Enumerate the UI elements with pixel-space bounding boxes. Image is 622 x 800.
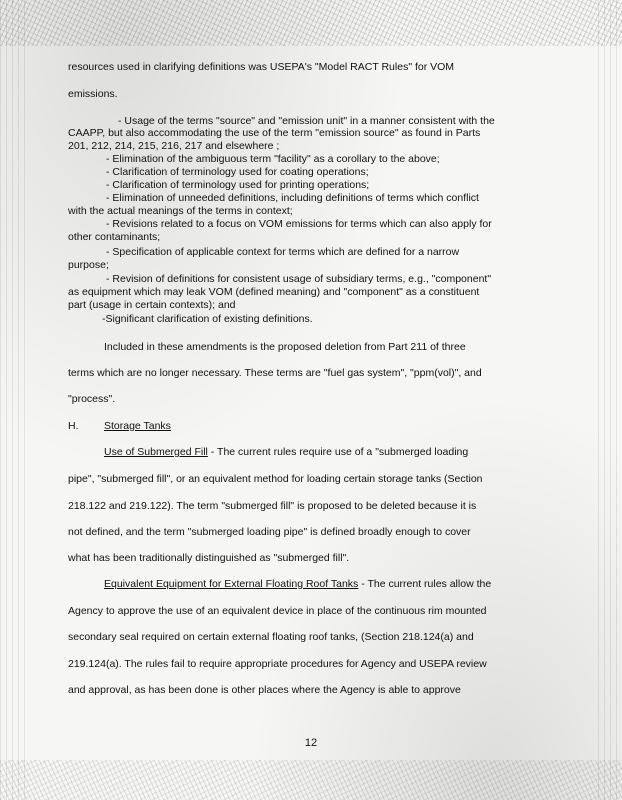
paragraph-line: and approval, as has been done is other places where the Agency is able to approve <box>68 684 461 696</box>
bullet-line: - Revisions related to a focus on VOM emissions for terms which can also apply for <box>106 218 492 230</box>
text-line: emissions. <box>68 88 118 100</box>
paragraph-line <box>104 446 468 459</box>
paragraph-line: what has been traditionally distinguished as "submerged fill". <box>68 552 350 564</box>
bullet-line: -Significant clarification of existing definitions. <box>102 313 313 325</box>
paragraph-line: 218.122 and 219.122). The term "submerged fill" is proposed to be deleted because it is <box>68 500 477 512</box>
paragraph-line: Included in these amendments is the proposed deletion from Part 211 of three <box>104 341 466 353</box>
bullet-line: other contaminants; <box>68 231 161 243</box>
bullet-line: with the actual meanings of the terms in context; <box>68 205 293 217</box>
bullet-line: - Revision of definitions for consistent usage of subsidiary terms, e.g., "component" <box>106 273 492 285</box>
paragraph-text: - The current rules require use of a "submerged loading <box>207 446 469 458</box>
subheading: Use of Submerged Fill <box>104 446 208 458</box>
bullet-line: - Usage of the terms "source" and "emission unit" in a manner consistent with the <box>118 115 495 127</box>
bullet-line: part (usage in certain contexts); and <box>68 299 236 311</box>
paragraph-line: pipe", "submerged fill", or an equivalent method for loading certain storage tanks (Section <box>68 473 483 485</box>
bullet-line: as equipment which may leak VOM (defined meaning) and "component" as a constituent <box>68 286 480 298</box>
paragraph-line: secondary seal required on certain external floating roof tanks, (Section 218.124(a) and <box>68 631 474 643</box>
paragraph-text: - The current rules allow the <box>358 578 492 590</box>
scan-noise-right <box>598 0 622 800</box>
bullet-line: - Clarification of terminology used for printing operations; <box>106 179 370 191</box>
page-number: 12 <box>304 737 318 749</box>
section-heading: Storage Tanks <box>104 420 171 432</box>
bullet-line: purpose; <box>68 259 109 271</box>
paragraph-line: terms which are no longer necessary. These terms are "fuel gas system", "ppm(vol)", and <box>68 367 482 379</box>
paragraph-line: Agency to approve the use of an equivalent device in place of the continuous rim mounted <box>68 605 487 617</box>
paragraph-line: "process". <box>68 393 116 405</box>
section-label: H. <box>68 420 79 432</box>
bullet-line: - Clarification of terminology used for coating operations; <box>106 166 369 178</box>
paragraph-line: not defined, and the term "submerged loading pipe" is defined broadly enough to cover <box>68 526 471 538</box>
bullet-line: - Elimination of the ambiguous term "facility" as a corollary to the above; <box>106 153 440 165</box>
scan-noise-left <box>0 0 30 800</box>
text-line: resources used in clarifying definitions was USEPA's "Model RACT Rules" for VOM <box>68 61 455 73</box>
bullet-line: CAAPP, but also accommodating the use of the term "emission source" as found in Parts <box>68 127 481 139</box>
bullet-line: - Specification of applicable context for terms which are defined for a narrow <box>106 246 460 258</box>
subheading: Equivalent Equipment for External Floating Roof Tanks <box>104 578 359 590</box>
scan-noise-top <box>0 0 622 46</box>
scan-noise-bottom <box>0 760 622 800</box>
paragraph-line: 219.124(a). The rules fail to require appropriate procedures for Agency and USEPA review <box>68 658 487 670</box>
bullet-line: - Elimination of unneeded definitions, including definitions of terms which conflict <box>106 192 479 204</box>
bullet-line: 201, 212, 214, 215, 216, 217 and elsewhere ; <box>68 140 280 152</box>
paragraph-line <box>104 578 491 591</box>
